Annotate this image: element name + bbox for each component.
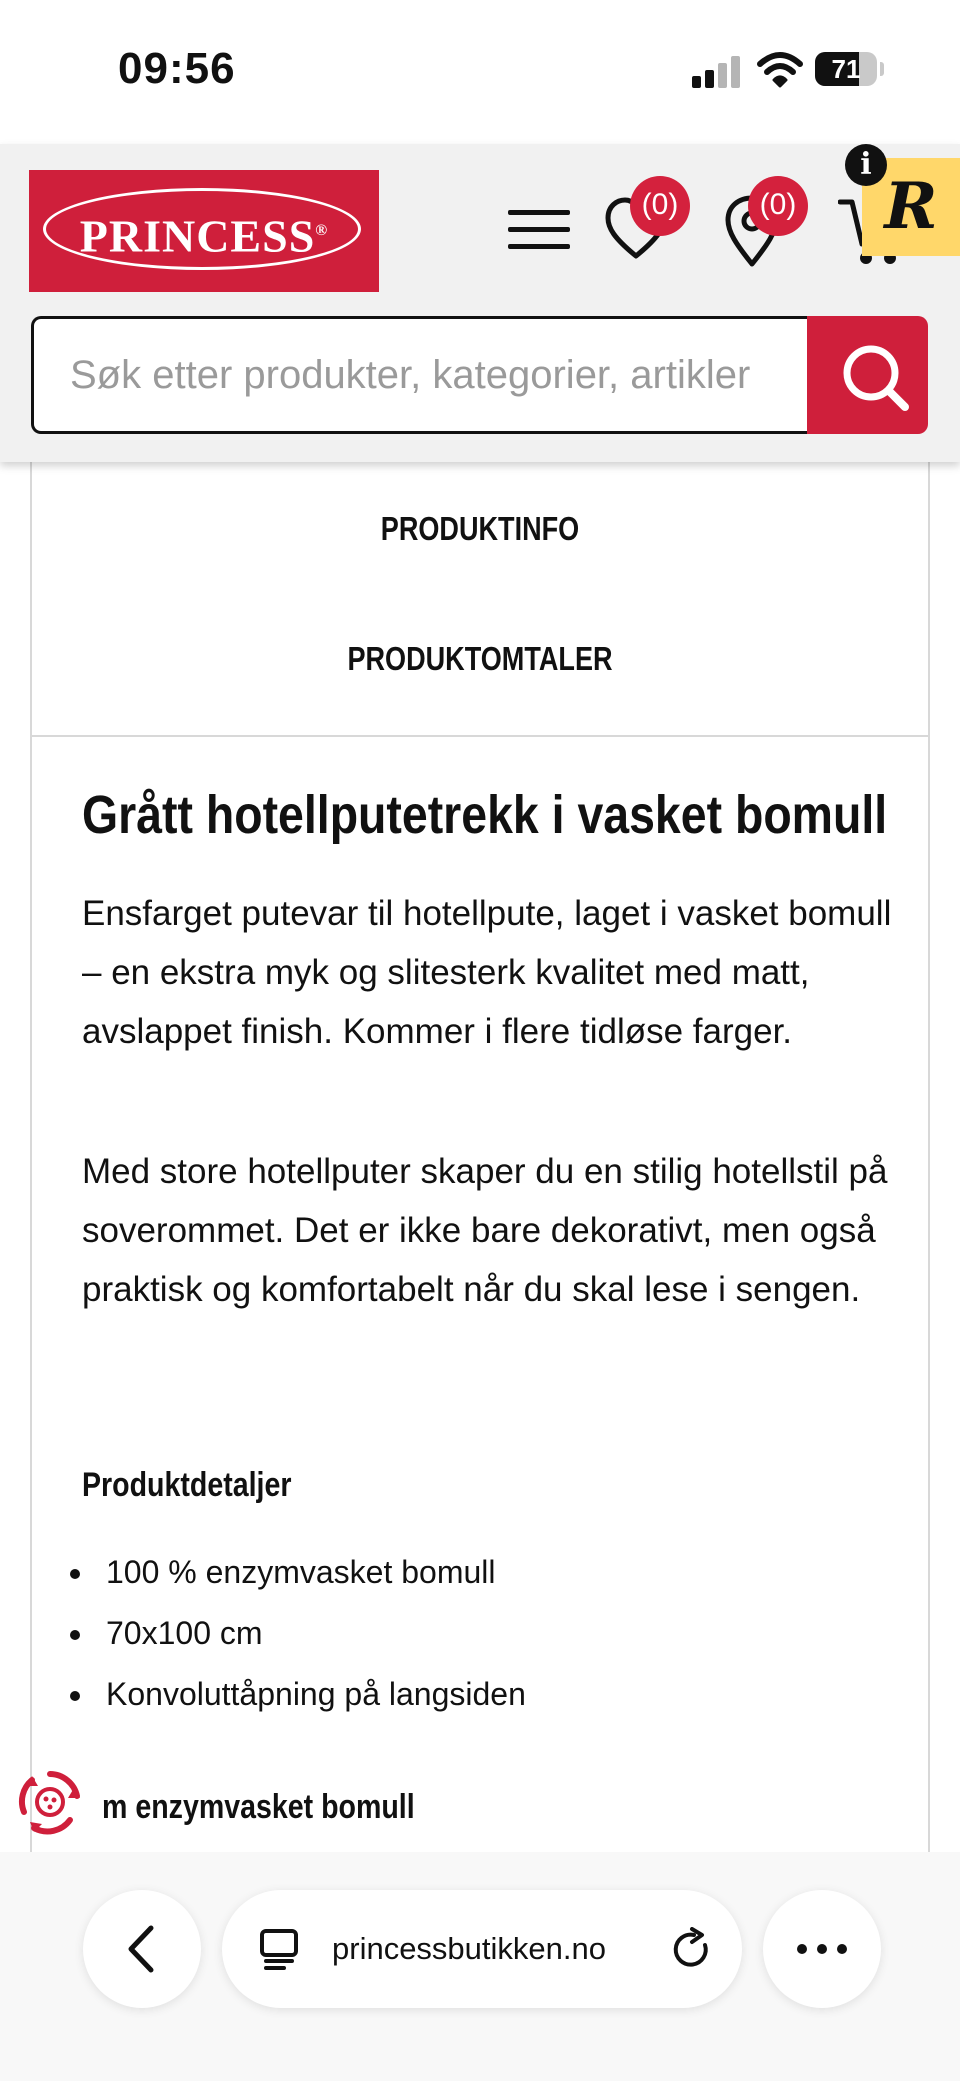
address-url: princessbutikken.no [332, 1931, 606, 1966]
wishlist-button[interactable] [604, 188, 679, 269]
back-button[interactable] [83, 1890, 201, 2008]
site-header [0, 144, 960, 462]
tabs-icon[interactable] [258, 1928, 300, 1972]
product-description-2: Med store hotellputer skaper du en stilig hotellstil på soverommet. Det er ikke bare dekorativt, men også praktisk og komfortabelt når du skal lese i sengen. [82, 1152, 888, 1309]
material-heading: m enzymvasket bomull [102, 1788, 415, 1826]
wifi-icon [757, 52, 803, 88]
chevron-left-icon [83, 1890, 201, 2008]
battery-tip [880, 62, 884, 76]
princess-logo[interactable] [29, 170, 379, 292]
list-item: 100 % enzymvasket bomull [32, 1542, 526, 1603]
tab-produktomtaler[interactable]: PRODUKTOMTALER [347, 640, 613, 677]
wishlist-count-badge: (0) [630, 176, 690, 236]
status-time: 09:56 [118, 44, 236, 93]
logo-text [29, 170, 379, 297]
cellular-signal-icon [692, 56, 742, 88]
list-item: 70x100 cm [32, 1603, 526, 1664]
product-description: Ensfarget putevar til hotellpute, laget i vasket bomull – en ekstra myk og slitesterk kvalitet med matt, avslappet finish. Kommer i flere tidløse farger. [82, 894, 892, 1051]
more-icon [763, 1890, 881, 2008]
info-icon[interactable]: i [845, 144, 887, 186]
menu-button[interactable] [508, 206, 572, 254]
search-icon [813, 317, 934, 435]
status-bar [0, 0, 960, 144]
stores-button[interactable] [722, 188, 797, 273]
hamburger-line [508, 244, 570, 249]
search-input[interactable] [31, 316, 811, 434]
product-content [30, 462, 930, 1852]
search-bar [31, 316, 928, 434]
battery-indicator [815, 52, 877, 86]
search-button[interactable] [807, 316, 928, 434]
reload-icon[interactable] [668, 1927, 714, 1973]
browser-toolbar [0, 1852, 960, 2081]
address-bar[interactable] [222, 1890, 742, 2008]
product-title: Grått hotellputetrekk i vasket bomull [82, 785, 888, 845]
logo-wordmark: PRINCESS [79, 210, 316, 262]
recycle-icon [14, 1766, 86, 1838]
hamburger-line [508, 227, 570, 232]
hamburger-icon [508, 210, 570, 215]
battery-level: 71 [831, 54, 861, 84]
extension-badge[interactable]: R [862, 158, 960, 256]
list-item: Konvoluttåpning på langsiden [32, 1664, 526, 1725]
logo-registered-mark: ® [315, 222, 329, 239]
tab-divider [32, 735, 928, 737]
details-list [32, 1542, 526, 1725]
details-heading: Produktdetaljer [82, 1466, 292, 1504]
stores-count-badge: (0) [748, 176, 808, 236]
tab-produktinfo[interactable]: PRODUKTINFO [380, 510, 580, 547]
more-button[interactable] [763, 1890, 881, 2008]
